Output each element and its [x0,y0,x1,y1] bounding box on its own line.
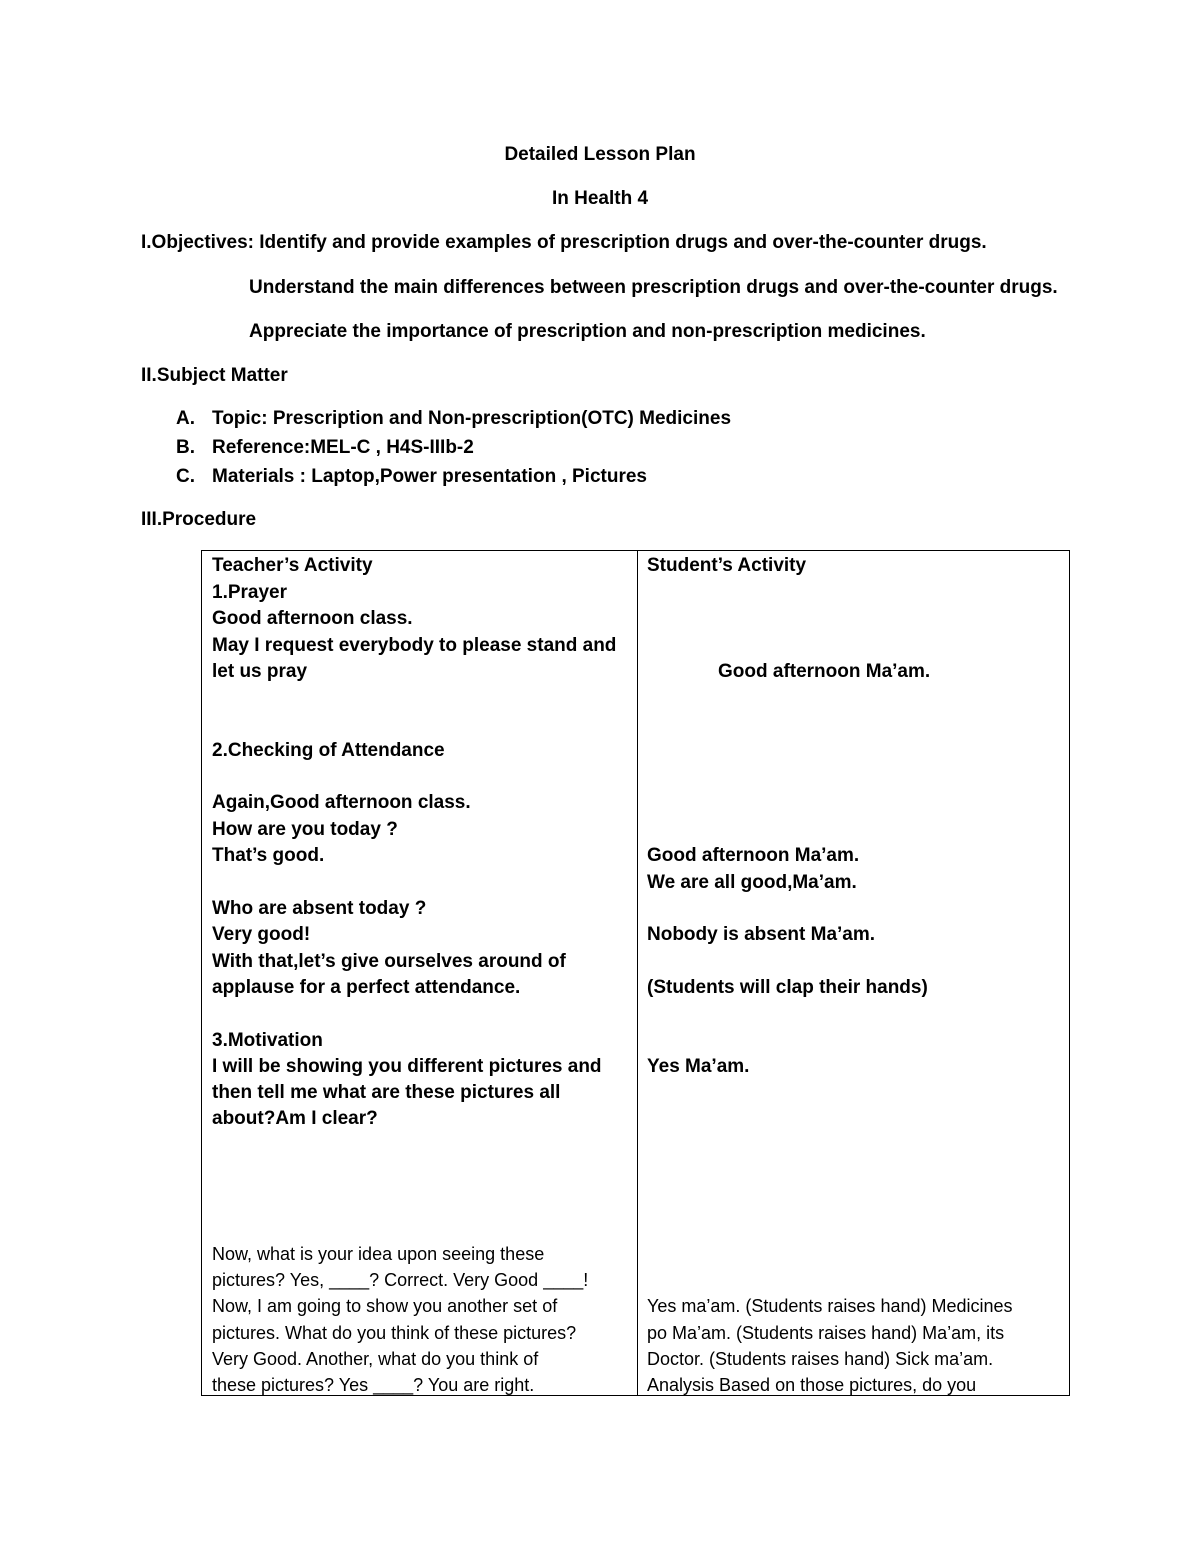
subject-item-text: Topic: Prescription and Non-prescription(OTC) Medicines [212,408,732,429]
student-activity-header: Student’s Activity [647,555,807,576]
list-letter: B. [176,437,195,458]
teacher-line: pictures? Yes, ____? Correct. Very Good ____! [212,1270,589,1290]
teacher-line: How are you today ? [212,819,398,840]
subject-item-text: Materials : Laptop,Power presentation , Pictures [212,466,647,487]
student-line: Yes Ma’am. [647,1056,750,1077]
teacher-line: Who are absent today ? [212,898,427,919]
student-line: We are all good,Ma’am. [647,872,857,893]
objectives-section [141,232,987,254]
teacher-line: I will be showing you different pictures and [212,1056,602,1077]
teacher-line: 3.Motivation [212,1030,323,1051]
column-divider [637,551,638,1395]
teacher-line: Very good! [212,924,311,945]
page-subtitle: In Health 4 [551,188,649,209]
student-line: Good afternoon Ma’am. [647,845,860,866]
student-line: Nobody is absent Ma’am. [647,924,876,945]
teacher-line: 1.Prayer [212,582,288,603]
objectives-label: I.Objectives: [141,232,254,253]
procedure-heading: III.Procedure [141,509,257,530]
teacher-line: about?Am I clear? [212,1108,378,1129]
list-letter: C. [176,466,195,487]
subject-matter-heading: II.Subject Matter [141,365,288,386]
student-line: Analysis Based on those pictures, do you [647,1375,977,1395]
teacher-line: Again,Good afternoon class. [212,792,471,813]
teacher-line: 2.Checking of Attendance [212,740,445,761]
objective-item: Appreciate the importance of prescription and non-prescription medicines. [249,321,926,342]
teacher-line: With that,let’s give ourselves around of [212,951,566,972]
teacher-line: pictures. What do you think of these pictures? [212,1323,577,1343]
student-line: (Students will clap their hands) [647,977,928,998]
teacher-line: let us pray [212,661,308,682]
page-title: Detailed Lesson Plan [504,144,696,165]
teacher-line: applause for a perfect attendance. [212,977,521,998]
teacher-line: these pictures? Yes ____? You are right. [212,1375,535,1395]
procedure-table [201,550,1070,1396]
teacher-line: Good afternoon class. [212,608,413,629]
teacher-line: Now, what is your idea upon seeing these [212,1244,545,1264]
student-line: Doctor. (Students raises hand) Sick ma’am. [647,1349,994,1369]
teacher-line: Now, I am going to show you another set of [212,1296,558,1316]
objective-item: Identify and provide examples of prescription drugs and over-the-counter drugs. [259,232,987,253]
subject-item-text: Reference:MEL-C , H4S-IIIb-2 [212,437,474,458]
student-line: Yes ma’am. (Students raises hand) Medicines [647,1296,1013,1316]
teacher-line: Very Good. Another, what do you think of [212,1349,539,1369]
teacher-line: That’s good. [212,845,325,866]
student-line: po Ma’am. (Students raises hand) Ma’am, its [647,1323,1005,1343]
objective-item: Understand the main differences between prescription drugs and over-the-counter drugs. [249,277,1058,298]
list-letter: A. [176,408,195,429]
teacher-line: then tell me what are these pictures all [212,1082,561,1103]
student-line: Good afternoon Ma’am. [718,661,931,682]
teacher-activity-header: Teacher’s Activity [212,555,373,576]
teacher-line: May I request everybody to please stand and [212,635,617,656]
